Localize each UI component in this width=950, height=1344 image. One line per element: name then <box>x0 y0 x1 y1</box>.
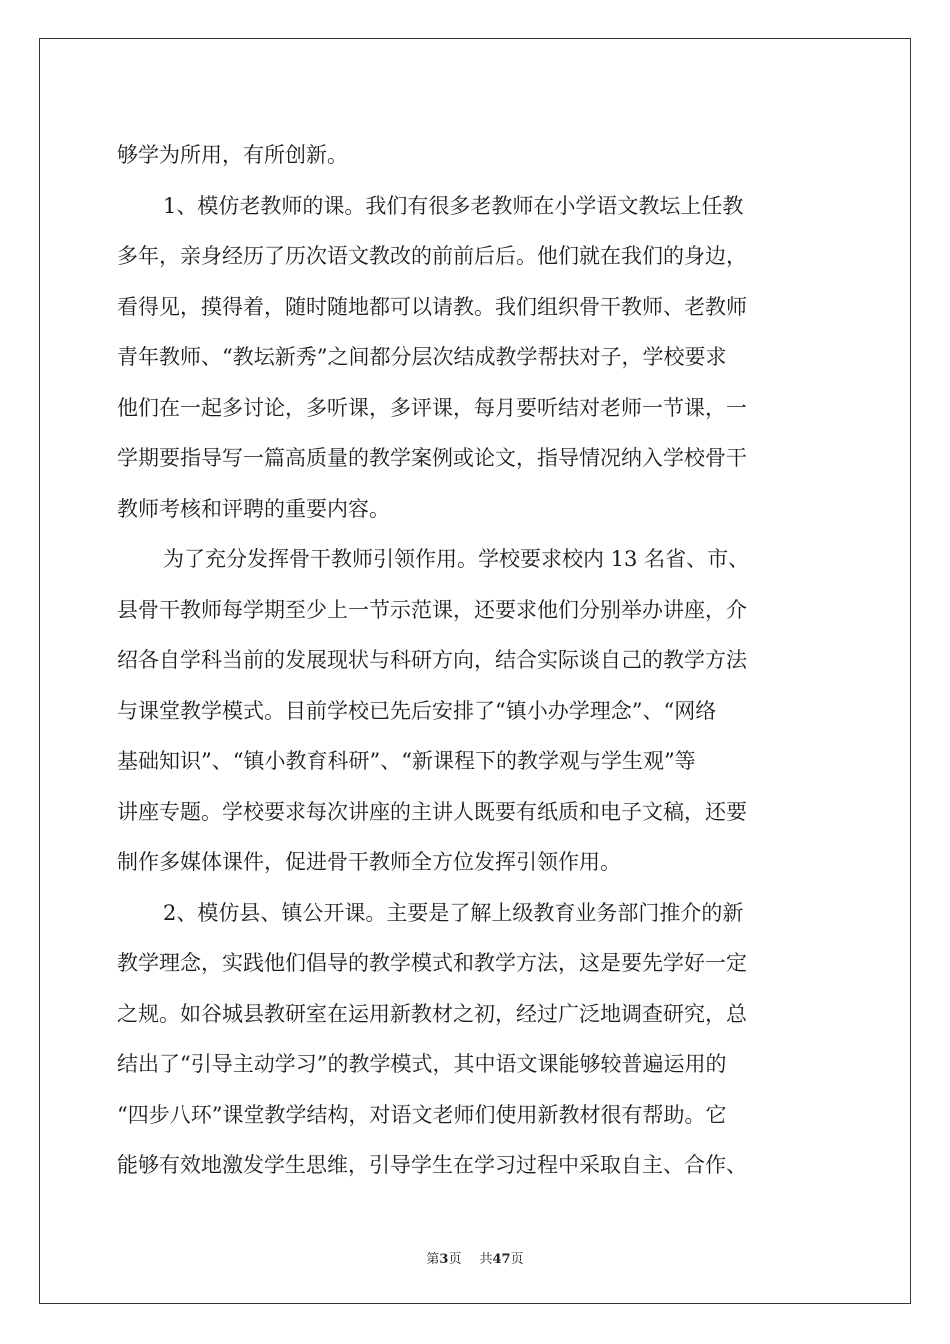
text-line: 2、模仿县、镇公开课。主要是了解上级教育业务部门推介的新 <box>163 900 744 925</box>
text-line: 能够有效地激发学生思维，引导学生在学习过程中采取自主、合作、 <box>117 1153 747 1177</box>
page-number: 3 <box>439 1252 449 1267</box>
page-footer <box>0 1248 950 1267</box>
text-line: 之规。如谷城县教研室在运用新教材之初，经过广泛地调查研究，总 <box>117 1001 747 1026</box>
text-line: 教师考核和评聘的重要内容。 <box>117 496 390 521</box>
text-line: 讲座专题。学校要求每次讲座的主讲人既要有纸质和电子文稿，还要 <box>117 799 747 824</box>
text-line: 结出了“引导主动学习”的教学模式，其中语文课能够较普遍运用的 <box>117 1052 727 1076</box>
total-pages: 47 <box>492 1252 511 1267</box>
text-line: “四步八环”课堂教学结构，对语文老师们使用新教材很有帮助。它 <box>117 1102 727 1127</box>
page-prefix: 第 <box>426 1252 440 1267</box>
text-line: 制作多媒体课件，促进骨干教师全方位发挥引领作用。 <box>117 850 621 874</box>
text-line: 1、模仿老教师的课。我们有很多老教师在小学语文教坛上任教 <box>163 193 744 218</box>
total-suffix: 页 <box>510 1252 524 1267</box>
text-line: 学期要指导写一篇高质量的教学案例或论文，指导情况纳入学校骨干 <box>117 446 747 470</box>
text-line: 为了充分发挥骨干教师引领作用。学校要求校内 13 名省、市、 <box>163 547 750 571</box>
text-line: 绍各自学科当前的发展现状与科研方向，结合实际谈自己的教学方法 <box>117 648 747 672</box>
document-body <box>117 130 833 1191</box>
total-prefix: 共 <box>479 1252 493 1267</box>
text-line: 看得见，摸得着，随时随地都可以请教。我们组织骨干教师、老教师 <box>117 294 747 319</box>
text-line: 县骨干教师每学期至少上一节示范课，还要求他们分别举办讲座，介 <box>117 597 747 622</box>
text-line: 与课堂教学模式。目前学校已先后安排了“镇小办学理念”、“网络 <box>117 698 717 723</box>
text-line: 够学为所用，有所创新。 <box>117 143 348 167</box>
text-line: 青年教师、“教坛新秀”之间都分层次结成教学帮扶对子，学校要求 <box>117 345 727 369</box>
text-line: 多年，亲身经历了历次语文教改的前前后后。他们就在我们的身边， <box>117 244 747 268</box>
text-line: 他们在一起多讨论，多听课，多评课，每月要听结对老师一节课，一 <box>117 395 747 420</box>
text-line: 基础知识”、“镇小教育科研”、“新课程下的教学观与学生观”等 <box>117 749 696 773</box>
page-suffix: 页 <box>448 1252 462 1267</box>
text-line: 教学理念，实践他们倡导的教学模式和教学方法，这是要先学好一定 <box>117 951 747 975</box>
